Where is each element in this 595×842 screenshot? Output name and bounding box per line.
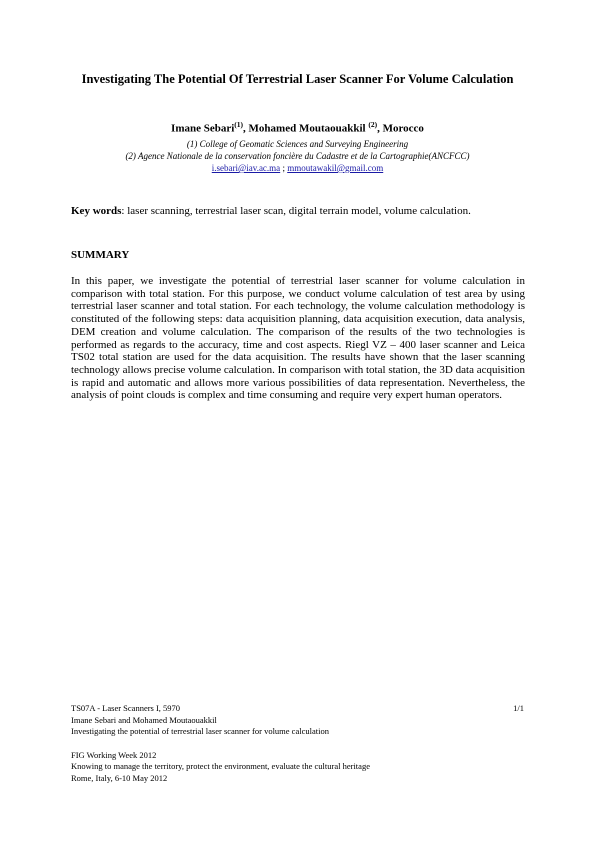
summary-body: In this paper, we investigate the potential of terrestrial laser scanner for volume calculation in comparison with total station. For this purpose, we conduct volume calculation of test area by using terrestrial laser scanner and total station. For each technology, the volume calculation methodology is constituted of the following steps: data acquisition planning, data acquisition execution, data analysis, DEM creation and volume calculation. The comparison of the results of the two technologies is performed as regards to the accuracy, time and cost aspects. Riegl VZ – 400 laser scanner and Leica TS02 total station are used for the data acquisition. The results have shown that the laser scanning technology allows precise volume calculation. In comparison with total station, the 3D data acquisition is rapid and automatic and allows more various possibilities of data representation. Nevertheless, the analysis of point clouds is complex and time consuming and require very expert human operators. xyxy=(71,275,525,402)
affiliation-1: (1) College of Geomatic Sciences and Surveying Engineering xyxy=(186,139,409,149)
keywords xyxy=(71,204,526,218)
email-link-1[interactable]: i.sebari@iav.ac.ma xyxy=(211,163,281,173)
keywords-label: Key words xyxy=(71,205,122,217)
footer-event: FIG Working Week 2012 xyxy=(71,749,157,760)
author-1-name: Imane Sebari xyxy=(171,122,235,135)
author-1-affiliation-mark: (1) xyxy=(234,120,244,129)
author-country: , Morocco xyxy=(377,122,424,135)
author-2-affiliation-mark: (2) xyxy=(368,120,378,129)
email-link-2[interactable]: mmoutawakil@gmail.com xyxy=(287,163,384,173)
footer-paper-title: Investigating the potential of terrestrial laser scanner for volume calculation xyxy=(71,726,329,736)
email-line xyxy=(70,163,525,174)
paper-title: Investigating The Potential Of Terrestrial Laser Scanner For Volume Calculation xyxy=(81,72,514,86)
footer-location: Rome, Italy, 6-10 May 2012 xyxy=(71,772,168,783)
affiliation-2: (2) Agence Nationale de la conservation foncière du Cadastre et de la Cartographie(ANCFCC) xyxy=(125,151,470,161)
keywords-text: : laser scanning, terrestrial laser scan, digital terrain model, volume calculation. xyxy=(121,205,471,217)
footer-session: TS07A - Laser Scanners I, 5970 xyxy=(71,703,181,713)
email-separator: ; xyxy=(280,163,288,173)
summary-heading: SUMMARY xyxy=(71,249,130,261)
page-number: 1/1 xyxy=(513,703,524,713)
author-line: Imane Sebari$^{(1)}$, Mohamed Moutaouakkil $^{(2)}$, Morocco xyxy=(171,120,424,135)
page-footer xyxy=(71,703,525,784)
footer-motto: Knowing to manage the territory, protect the environment, evaluate the cultural heritage xyxy=(71,761,370,771)
author-2-name: Mohamed Moutaouakkil xyxy=(248,122,366,135)
footer-authors: Imane Sebari and Mohamed Moutaouakkil xyxy=(71,714,217,725)
